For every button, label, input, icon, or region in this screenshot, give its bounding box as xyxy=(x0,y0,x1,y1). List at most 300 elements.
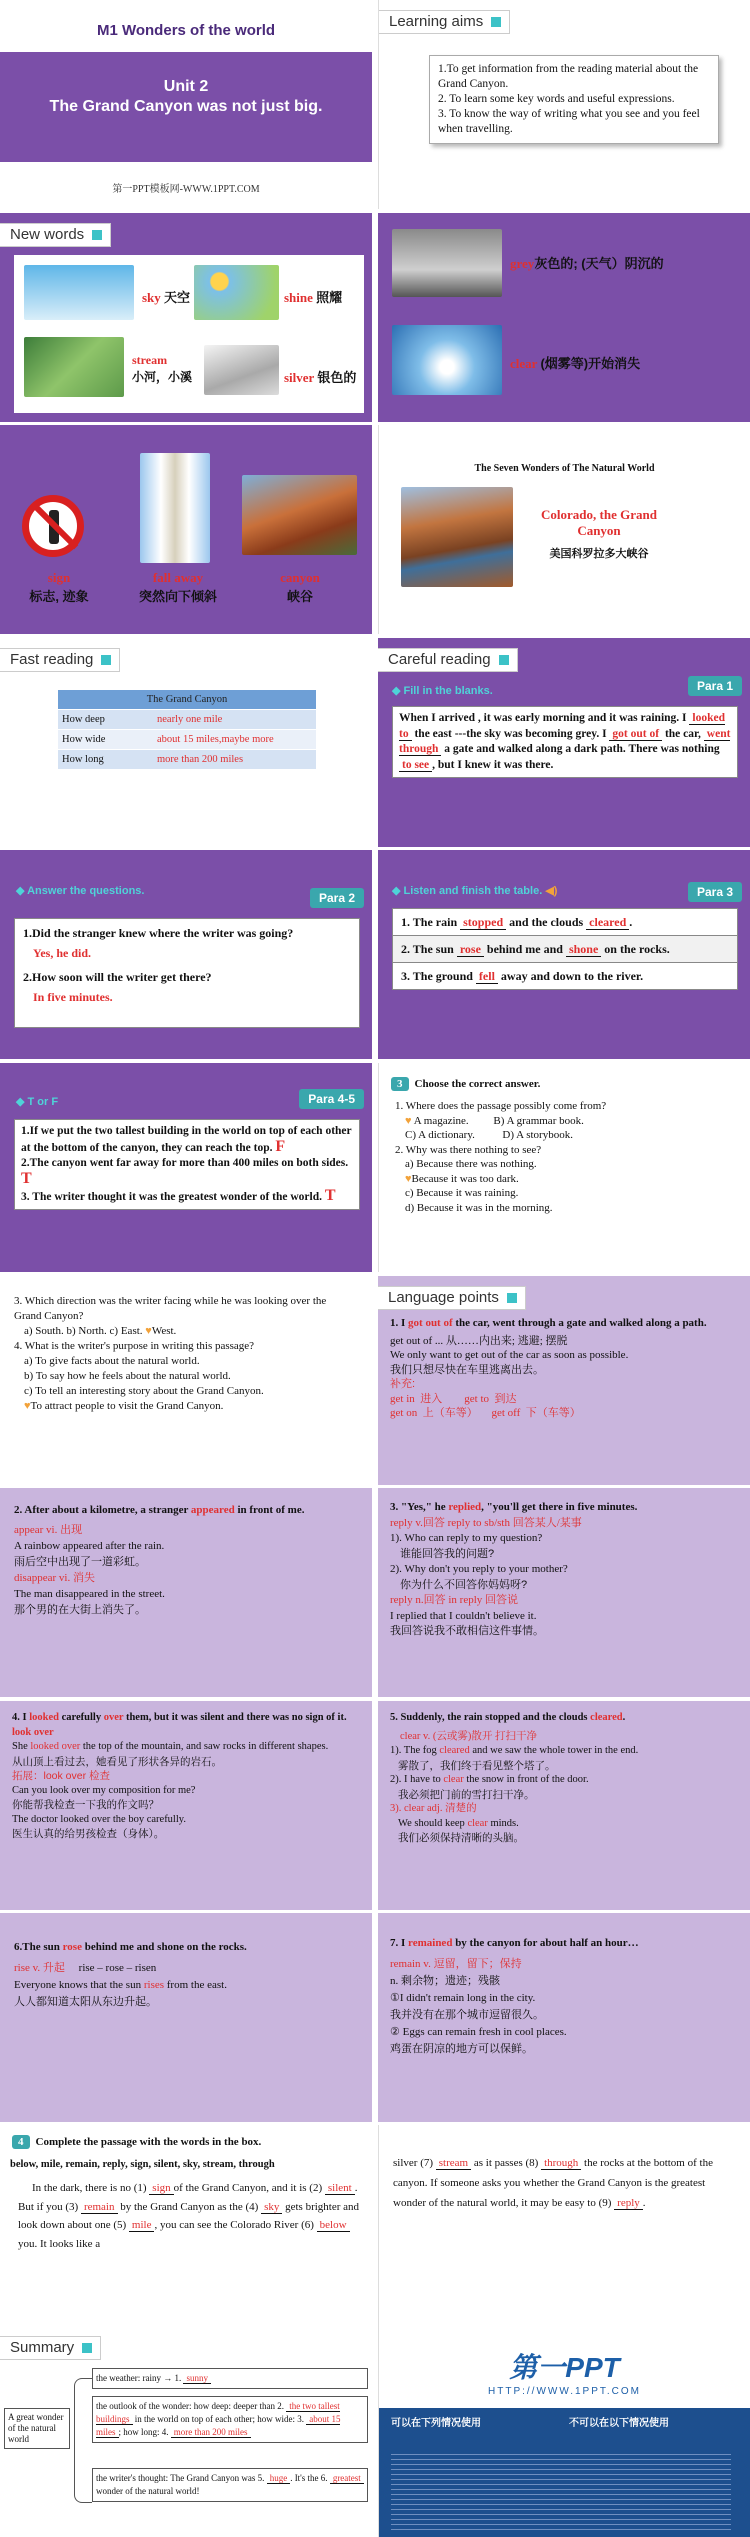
shine-image xyxy=(194,265,279,320)
text: gets brighter and look down about one (5) xyxy=(18,2200,360,2231)
slide-choose-2 xyxy=(0,1276,372,1485)
definition: get out of ... 从……内出来; 逃避; 摆脱 xyxy=(390,1334,568,1347)
text: . But if you (3) xyxy=(18,2182,358,2213)
text: rise – rose – risen xyxy=(78,1962,157,1974)
line-2 xyxy=(393,936,737,963)
text: the car, xyxy=(664,727,701,740)
phrase: get off xyxy=(491,1407,521,1419)
slide-point-look-over xyxy=(0,1701,372,1910)
text: We should keep xyxy=(398,1817,465,1829)
point-heading xyxy=(14,1939,360,1956)
text: 1.If we put the two tallest building in the world on top of each other at the bottom of the canyon, they can reach the top. xyxy=(21,1125,352,1154)
example: I replied that I couldn't believe it. xyxy=(390,1609,537,1622)
line-3 xyxy=(393,963,737,989)
task-number: 3 xyxy=(391,1077,409,1091)
play-icon: ◆ xyxy=(16,1096,28,1108)
grand-canyon-image xyxy=(401,487,513,587)
answer-blank: sign xyxy=(149,2182,173,2195)
statement xyxy=(21,1124,353,1156)
text: and we saw the whole tower in the end. xyxy=(472,1745,639,1756)
words-panel xyxy=(14,255,364,413)
row-answer: more than 200 miles xyxy=(153,750,316,770)
option-text: a) South. b) North. c) East. xyxy=(24,1325,143,1337)
text: She xyxy=(12,1741,28,1752)
answer-blank: reply xyxy=(614,2197,643,2210)
task-heading-text: Answer the questions. xyxy=(27,885,145,897)
options xyxy=(14,1354,354,1414)
question: 3. Which direction was the writer facing while he was looking over the Grand Canyon? xyxy=(14,1295,327,1322)
example xyxy=(390,1773,740,1788)
text: as it passes (8) xyxy=(473,2157,539,2169)
questions xyxy=(395,1099,735,1215)
point-content xyxy=(14,1939,360,2011)
tab-label: Fast reading xyxy=(10,651,94,668)
text: and the clouds xyxy=(509,915,584,929)
slide-complete-passage-2 xyxy=(378,2125,750,2334)
question: 1. Where does the passage possibly come from? xyxy=(395,1100,607,1112)
slide-language-points xyxy=(378,1276,750,1485)
line-1: 1. The rain stopped and the clouds cleared . xyxy=(393,909,737,936)
text: the east ---the sky was becoming grey. I xyxy=(414,727,607,740)
text: 2. The sun xyxy=(401,942,454,956)
tab-label: New words xyxy=(10,226,85,243)
word-cn: 小河，小溪 xyxy=(132,370,193,384)
example xyxy=(14,1977,360,1994)
text: behind me and shone on the rocks. xyxy=(84,1941,247,1953)
text: Everyone knows that the sun xyxy=(14,1979,142,1991)
slide-para2 xyxy=(0,850,372,1059)
option-text: C) A dictionary. xyxy=(405,1129,475,1141)
question: 2.How soon will the writer get there? xyxy=(23,970,212,984)
passage xyxy=(18,2179,362,2253)
option[interactable]: b) To say how he feels about the natural world. xyxy=(24,1370,231,1382)
text: silver (7) xyxy=(393,2157,434,2169)
translation: 谁能回答我的问题? xyxy=(400,1547,495,1560)
text: you. It looks like a xyxy=(18,2237,101,2250)
answer-blank: sky xyxy=(261,2201,282,2214)
text: 1. I xyxy=(390,1317,406,1329)
grey-sky-image xyxy=(392,229,502,297)
option[interactable]: c) To tell an interesting story about the Grand Canyon. xyxy=(24,1385,264,1397)
translation: 我们只想尽快在车里逃离出去。 xyxy=(390,1363,544,1376)
site-url[interactable]: HTTP://WWW.1PPT.COM xyxy=(488,2386,641,2397)
text: away and down to the river. xyxy=(500,969,644,983)
answer-blank: remain xyxy=(81,2201,118,2214)
play-icon: ◆ xyxy=(392,885,404,897)
definition: clear v. (云或雾)散开 打扫干净 xyxy=(400,1730,537,1742)
options xyxy=(14,1324,354,1339)
slide-careful-reading xyxy=(378,638,750,847)
slide-summary xyxy=(0,2328,372,2537)
definition: appear vi. 出现 xyxy=(14,1524,83,1536)
task-heading-text: Fill in the blanks. xyxy=(403,685,493,697)
answer-blank: the two tallest buildings xyxy=(96,2401,340,2424)
point-content xyxy=(12,1711,362,1842)
option[interactable]: a) To give facts about the natural world. xyxy=(24,1355,200,1367)
word-cn: 标志, 迹象 xyxy=(29,589,89,604)
task-heading xyxy=(391,1077,540,1091)
word-en: shine xyxy=(284,290,313,305)
options xyxy=(395,1114,735,1143)
example: ①I didn't remain long in the city. xyxy=(390,1992,536,2004)
play-icon: ◆ xyxy=(392,685,404,697)
tab-label: Language points xyxy=(388,1289,499,1306)
sky-image xyxy=(24,265,134,320)
example xyxy=(390,1744,740,1759)
highlight: over xyxy=(103,1712,124,1723)
section-tab xyxy=(0,2336,101,2360)
word-cn: 天空 xyxy=(164,290,191,305)
highlight: replied xyxy=(448,1501,482,1513)
text: wonder of the natural world! xyxy=(96,2486,200,2496)
summary-root: A great wonder of the natural world xyxy=(4,2408,70,2449)
summary-row-1 xyxy=(92,2368,368,2389)
text: 6.The sun xyxy=(14,1941,60,1953)
highlight: rose xyxy=(62,1941,82,1953)
slide-seven-wonders xyxy=(378,425,750,634)
para-badge: Para 4-5 xyxy=(299,1089,364,1109)
fill-box xyxy=(392,706,738,778)
text: in the world on top of each other; how wide: 3. xyxy=(134,2414,304,2424)
word-en: silver xyxy=(284,370,315,385)
col-cannot-use: 不可以在以下情况使用 xyxy=(569,2418,669,2429)
slide-complete-passage xyxy=(0,2125,372,2334)
text: 3. "Yes," he xyxy=(390,1501,446,1513)
point-content xyxy=(390,1711,740,1846)
aims-box xyxy=(429,55,719,144)
point-content xyxy=(390,1500,740,1640)
phrase: get in xyxy=(390,1392,415,1405)
option-text: Because it was too dark. xyxy=(411,1172,519,1185)
option[interactable] xyxy=(405,1114,735,1129)
square-icon xyxy=(82,2343,92,2353)
example: We only want to get out of the car as soon as possible. xyxy=(390,1349,629,1361)
phrase-row xyxy=(390,1406,740,1421)
qa-box xyxy=(14,918,360,1028)
row-answer: about 15 miles,maybe more xyxy=(153,730,316,750)
text: the snow in front of the door. xyxy=(466,1774,589,1785)
text: 7. I xyxy=(390,1937,406,1949)
definition: reply n.回答 in reply 回答说 xyxy=(390,1594,519,1606)
highlight: appeared xyxy=(190,1504,235,1516)
answer: In five minutes. xyxy=(33,990,113,1004)
text: When I arrived , it was early morning and it was raining. I xyxy=(399,712,687,724)
task-heading-text: Choose the correct answer. xyxy=(414,1078,541,1090)
phrase-row xyxy=(390,1392,740,1407)
answer: Yes, he did. xyxy=(33,946,92,960)
option-text: West. xyxy=(151,1325,177,1337)
text: of the Grand Canyon, and it is (2) xyxy=(173,2182,323,2194)
text: carefully xyxy=(61,1712,102,1723)
footer-text: 第一PPT模板网-WWW.1PPT.COM xyxy=(112,184,260,195)
highlight: cleared xyxy=(439,1745,470,1756)
text: 3. The writer thought it was the greatest wonder of the world. xyxy=(21,1191,322,1203)
point-heading xyxy=(390,1316,740,1331)
section-tab xyxy=(0,223,111,247)
connector-line xyxy=(74,2378,92,2503)
text: . xyxy=(642,2197,646,2209)
text: 3. The ground xyxy=(401,969,473,983)
canyon-image xyxy=(242,475,357,555)
point-content xyxy=(390,1316,740,1421)
speaker-icon[interactable]: ◀) xyxy=(545,885,558,897)
answer-blank: below xyxy=(317,2219,350,2232)
square-icon xyxy=(101,655,111,665)
lesson-title: The Grand Canyon was not just big. xyxy=(49,98,323,115)
section-tab xyxy=(379,10,510,34)
tab-label: Summary xyxy=(10,2339,75,2356)
summary-row-2 xyxy=(92,2396,368,2443)
answer-blank: mile xyxy=(129,2219,155,2232)
highlight: rises xyxy=(143,1979,165,1991)
text: on the rocks. xyxy=(604,942,670,956)
text: by the canyon for about half an hour… xyxy=(455,1937,639,1949)
answer-blank: greatest xyxy=(330,2473,364,2484)
slide-choose xyxy=(378,1063,750,1272)
word-cn: 峡谷 xyxy=(286,589,313,604)
text: by the Grand Canyon as the (4) xyxy=(120,2200,259,2213)
point-content xyxy=(390,1935,740,2058)
option[interactable]: a) Because there was nothing. xyxy=(405,1158,537,1170)
square-icon xyxy=(507,1293,517,1303)
slide-learning-aims xyxy=(378,0,750,209)
answer-blank: more than 200 miles xyxy=(171,2427,251,2438)
text: It's the 6. xyxy=(294,2473,328,2483)
answer-blank: shone xyxy=(566,942,601,957)
word-grey xyxy=(510,253,664,272)
summary-row-3: the writer's thought: The Grand Canyon was 5. huge . It's the 6. greatest wonder of the natural world! xyxy=(92,2468,368,2502)
example: 2). Why don't you reply to your mother? xyxy=(390,1563,568,1575)
word-fall-away xyxy=(118,570,238,605)
canyon-name-en: Colorado, the Grand Canyon xyxy=(541,507,657,538)
text: 5. Suddenly, the rain stopped and the clouds xyxy=(390,1712,588,1723)
canyon-table xyxy=(58,690,316,769)
highlight: look over xyxy=(12,1726,54,1738)
answer-blank: cleared xyxy=(586,915,629,930)
point-heading xyxy=(390,1935,740,1952)
word-en: fall away xyxy=(152,570,204,585)
example: Can you look over my composition for me? xyxy=(12,1784,196,1796)
example xyxy=(12,1740,362,1755)
task-number: 4 xyxy=(12,2135,30,2149)
question: 1.Did the stranger knew where the writer was going? xyxy=(23,926,294,940)
word-sign xyxy=(14,570,104,605)
option-text: B) A grammar book. xyxy=(493,1114,584,1127)
title-band xyxy=(0,52,372,162)
tf-mark: T xyxy=(21,1170,32,1187)
example: The doctor looked over the boy carefully. xyxy=(12,1813,186,1825)
text: the car, went through a gate and walked along a path. xyxy=(455,1317,707,1329)
phrase-cn: 上（车等） xyxy=(422,1407,478,1419)
translation: 人人都知道太阳从东边升起。 xyxy=(14,1996,157,2008)
square-icon xyxy=(499,655,509,665)
logo: 第一PPT xyxy=(509,2352,620,2383)
task-heading-text: Complete the passage with the words in the box. xyxy=(35,2136,262,2148)
tf-mark: F xyxy=(275,1138,286,1155)
table-row xyxy=(58,710,316,730)
section-tab xyxy=(0,648,120,672)
stream-image xyxy=(24,337,124,397)
option[interactable]: d) Because it was in the morning. xyxy=(405,1201,553,1214)
translation: 我回答说我不敢相信这件事情。 xyxy=(390,1625,544,1637)
word-en: clear xyxy=(510,356,538,371)
extension: 拓展：look over 检查 xyxy=(12,1770,111,1782)
slide-para3 xyxy=(378,850,750,1059)
option[interactable] xyxy=(405,1172,735,1187)
silver-image xyxy=(204,345,279,395)
slide-point-clear xyxy=(378,1701,750,1910)
slide-new-words-2 xyxy=(378,213,750,422)
aim-item: 3. To know the way of writing what you see and you feel when travelling. xyxy=(438,108,700,135)
statement xyxy=(21,1156,353,1188)
row-question: How deep xyxy=(58,710,153,730)
text: In the dark, there is no (1) xyxy=(32,2182,147,2194)
slide-point-reply xyxy=(378,1488,750,1697)
square-icon xyxy=(491,17,501,27)
definition: 3). clear adj. 清楚的 xyxy=(390,1803,477,1814)
translation: 我必须把门前的雪打扫干净。 xyxy=(398,1788,535,1801)
option[interactable]: c) Because it was raining. xyxy=(405,1187,519,1199)
slide-fast-reading xyxy=(0,638,372,847)
word-en: sign xyxy=(47,570,71,585)
aim-item: 2. To learn some key words and useful expressions. xyxy=(438,93,675,105)
word-en: grey xyxy=(510,256,535,271)
slide-point-remain xyxy=(378,1913,750,2122)
statement xyxy=(21,1188,353,1205)
text: 2. After about a kilometre, a stranger xyxy=(14,1504,189,1516)
table-row xyxy=(58,750,316,770)
definition xyxy=(14,1960,360,1977)
word-cn: 银色的 xyxy=(317,370,357,385)
word-en: stream xyxy=(132,353,168,367)
answer-blank: stream xyxy=(436,2157,471,2170)
translation: 雾散了，我们终于看见整个塔了。 xyxy=(398,1759,556,1772)
slide-new-words-3 xyxy=(0,425,372,634)
highlight: cleared xyxy=(590,1712,623,1723)
answer-blank: stopped xyxy=(460,915,506,930)
supplement-label: 补充: xyxy=(390,1378,416,1390)
answer-blank: went through xyxy=(399,727,731,755)
text: in front of me. xyxy=(237,1504,305,1516)
ad-panel xyxy=(379,2408,750,2537)
word-box: below, mile, remain, reply, sign, silent, sky, stream, through xyxy=(10,2159,275,2170)
table-row xyxy=(58,730,316,750)
option[interactable] xyxy=(405,1128,735,1143)
text: 2). I have to xyxy=(390,1774,441,1785)
translation: 雨后空中出现了一道彩虹。 xyxy=(14,1556,146,1568)
answer-blank: sunny xyxy=(183,2373,211,2384)
highlight: looked xyxy=(29,1712,59,1723)
translation: 从山顶上看过去，她看见了形状各异的岩石。 xyxy=(12,1755,222,1768)
text: the rocks at the bottom of the canyon. If someone asks you whether the Grand Canyon is the greatest wonder of the natural world, it may be easy to (9) xyxy=(393,2157,713,2209)
text: a gate and walked along a dark path. There was nothing xyxy=(444,743,720,755)
heart-icon: ♥ xyxy=(405,1172,412,1185)
para-badge: Para 1 xyxy=(688,676,742,696)
phrase-cn: 进入 xyxy=(420,1392,443,1405)
option-text: D) A storybook. xyxy=(502,1129,573,1141)
text: the top of the mountain, and saw rocks in different shapes. xyxy=(82,1741,329,1752)
task-heading xyxy=(392,684,493,697)
phrase: get to xyxy=(464,1392,489,1405)
row-answer: nearly one mile xyxy=(153,710,316,730)
task-heading xyxy=(16,1095,58,1108)
answer-blank: to see xyxy=(399,759,432,772)
question: 4. What is the writer's purpose in writing this passage? xyxy=(14,1340,255,1352)
example xyxy=(390,1817,740,1832)
word-cn: 灰色的; (天气）阴沉的 xyxy=(534,256,664,271)
phrase: get on xyxy=(390,1407,418,1419)
tab-label: Learning aims xyxy=(389,13,484,30)
word-cn: 照耀 xyxy=(316,290,343,305)
text: 1. The rain xyxy=(401,915,458,929)
answer-blank: huge xyxy=(267,2473,291,2484)
translation: 我并没有在那个城市逗留很久。 xyxy=(390,2009,544,2021)
square-icon xyxy=(92,230,102,240)
highlight: got out of xyxy=(408,1317,453,1329)
word-silver xyxy=(284,367,356,386)
word-en: sky xyxy=(142,290,161,305)
section-tab xyxy=(378,648,518,672)
option[interactable] xyxy=(24,1399,354,1414)
wonders-title: The Seven Wonders of The Natural World xyxy=(474,463,655,474)
translation: 那个男的在大街上消失了。 xyxy=(14,1604,146,1616)
point-heading: 5. Suddenly, the rain stopped and the clouds cleared. xyxy=(390,1712,626,1723)
definition: n. 剩余物；遗迹；残骸 xyxy=(390,1975,500,1987)
text: the outlook of the wonder: how deep: deeper than 2. xyxy=(96,2401,284,2411)
translation: 医生认真的给男孩检查（身体）。 xyxy=(12,1828,165,1840)
answer-blank: fell xyxy=(476,969,498,984)
heart-icon: ♥ xyxy=(24,1400,31,1412)
definition: reply v.回答 reply to sb/sth 回答某人/某事 xyxy=(390,1516,582,1529)
aim-item: 1.To get information from the reading material about the Grand Canyon. xyxy=(438,63,699,90)
text: 2.The canyon went far away for more than 400 miles on both sides. xyxy=(21,1157,349,1169)
translation: 你能帮我检查一下我的作文吗？ xyxy=(12,1799,159,1811)
sign-image xyxy=(22,495,84,557)
heart-icon: ♥ xyxy=(405,1114,412,1127)
word-clear xyxy=(510,353,640,372)
definition: remain v. 逗留，留下；保持 xyxy=(390,1958,522,1970)
answer-blank: about 15 miles xyxy=(96,2414,341,2437)
word-stream xyxy=(132,353,192,385)
tab-label: Careful reading xyxy=(388,651,491,668)
point-heading xyxy=(12,1711,362,1740)
leaning-tower-image xyxy=(140,453,210,563)
example: 1). Who can reply to my question? xyxy=(390,1532,543,1544)
text: ; how long: 4. xyxy=(118,2427,169,2437)
phrase-cn: 到达 xyxy=(494,1392,517,1405)
text: rise v. 升起 xyxy=(14,1962,65,1974)
section-tab xyxy=(378,1286,526,1310)
listen-box xyxy=(392,908,738,990)
task-heading xyxy=(12,2135,261,2149)
play-icon: ◆ xyxy=(16,885,28,897)
para-badge: Para 2 xyxy=(310,888,364,908)
word-cn: (烟雾等)开始消失 xyxy=(540,356,641,371)
row-question: How long xyxy=(58,750,153,770)
text: the writer's thought: The Grand Canyon was 5. xyxy=(96,2473,265,2483)
answer-blank: got out of xyxy=(609,728,662,741)
answer-blank: rose xyxy=(457,942,484,957)
text: 4. I xyxy=(12,1712,27,1723)
text: the weather: rainy → 1. xyxy=(96,2373,182,2383)
option-text: A magazine. xyxy=(413,1114,469,1127)
point-heading xyxy=(14,1502,360,1518)
text: , "you'll get there in five minutes. xyxy=(481,1501,638,1513)
translation: 鸡蛋在阴凉的地方可以保鲜。 xyxy=(390,2043,533,2055)
highlight: clear xyxy=(443,1774,464,1785)
slide-header: M1 Wonders of the world xyxy=(96,22,276,39)
text: them, but it was silent and there was no sign of it. xyxy=(125,1712,347,1723)
